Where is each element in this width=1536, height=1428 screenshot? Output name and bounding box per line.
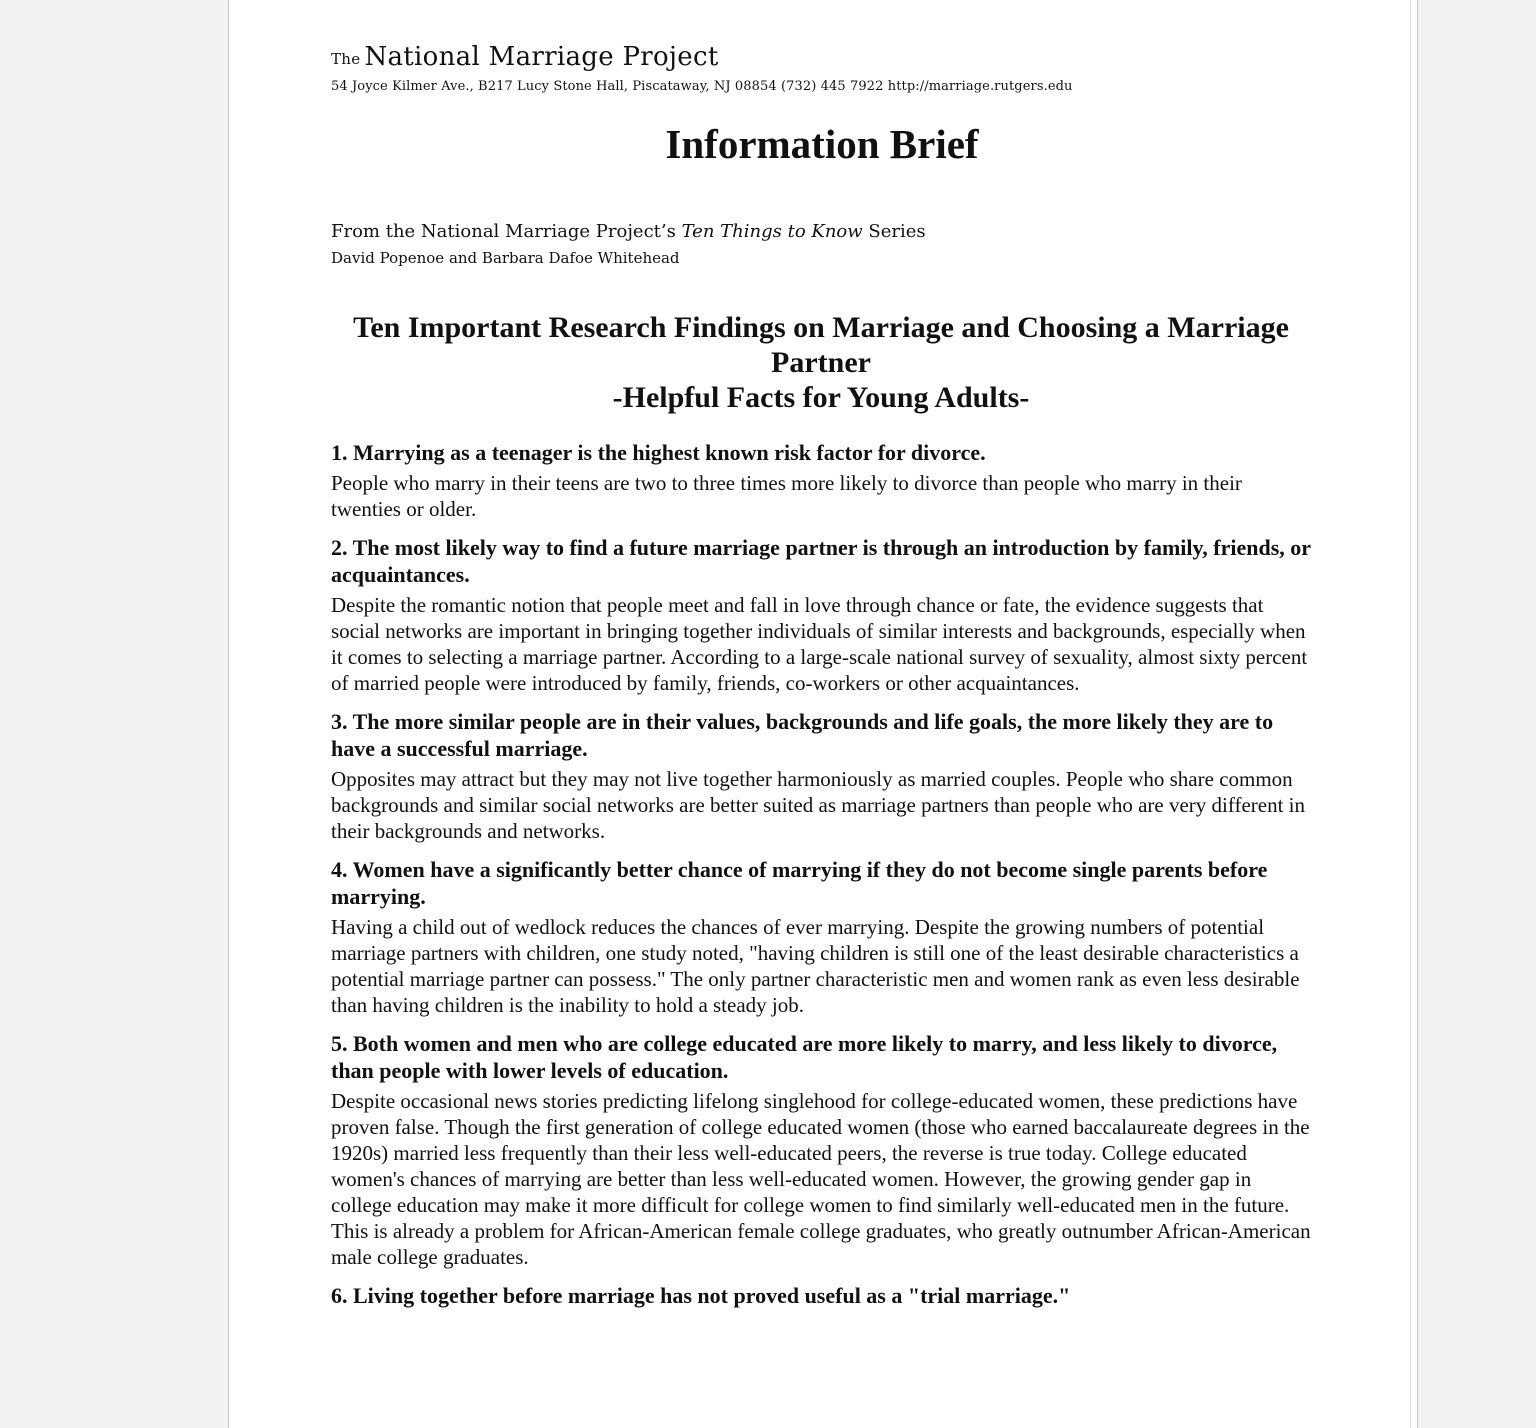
page-content [331,40,1311,1309]
document-page [228,0,1418,1428]
main-title [331,310,1311,415]
masthead-the: The [331,50,361,68]
finding-6 [331,1282,1311,1309]
authors: David Popenoe and Barbara Dafoe Whitehead [331,249,680,267]
finding-body: Despite the romantic notion that people meet and fall in love through chance or fate, the evidence suggests that social networks are important in bringing together individuals of similar interests and backgrounds, especially when it comes to selecting a marriage partner. According to a large-scale national survey of sexuality, almost sixty percent of married people were introduced by family, friends, co-workers or other acquaintances. [331,593,1308,695]
finding-heading: 1. Marrying as a teenager is the highest known risk factor for divorce. [331,440,986,465]
finding-5 [331,1030,1311,1270]
finding-4 [331,856,1311,1018]
series-name: Ten Things to Know [681,221,863,242]
masthead-name: National Marriage Project [364,42,719,72]
series-suffix: Series [862,221,926,242]
finding-heading: 6. Living together before marriage has not proved useful as a "trial marriage." [331,1283,1071,1308]
masthead-address: 54 Joyce Kilmer Ave., B217 Lucy Stone Hall, Piscataway, NJ 08854 (732) 445 7922 http://marriage.rutgers.edu [331,79,1073,94]
series-line [331,220,1311,244]
finding-2 [331,534,1311,696]
finding-body: Having a child out of wedlock reduces the chances of ever marrying. Despite the growing numbers of potential marriage partners with children, one study noted, "having children is still one of the least desirable characteristics a potential marriage partner can possess." The only partner characteristic men and women rank as even less desirable than having children is the inability to hold a steady job. [331,915,1300,1017]
finding-heading: 5. Both women and men who are college educated are more likely to marry, and less likely to divorce, than people with lower levels of education. [331,1031,1278,1083]
series-prefix: From the National Marriage Project’s [331,221,682,242]
finding-body: People who marry in their teens are two to three times more likely to divorce than people who marry in their twenties or older. [331,471,1242,521]
masthead-title [331,40,1311,74]
finding-body: Despite occasional news stories predicting lifelong singlehood for college-educated women, these predictions have proven false. Though the first generation of college educated women (those who earned baccalaureate degrees in the 1920s) married less frequently than their less well-educated peers, the reverse is true today. College educated women's chances of marrying are better than less well-educated women. However, the growing gender gap in college education may make it more difficult for college women to find similarly well-educated men in the future. This is already a problem for African-American female college graduates, who greatly outnumber African-American male college graduates. [331,1089,1311,1269]
finding-heading: 4. Women have a significantly better chance of marrying if they do not become single parents before marrying. [331,857,1268,909]
finding-body: Opposites may attract but they may not live together harmoniously as married couples. People who share common backgrounds and similar social networks are better suited as marriage partners than people who are very different in their backgrounds and networks. [331,767,1306,843]
finding-3 [331,708,1311,844]
finding-heading: 2. The most likely way to find a future marriage partner is through an introduction by family, friends, or acquaintances. [331,535,1311,587]
brief-title: Information Brief [665,121,979,167]
main-title-line1: Ten Important Research Findings on Marriage and Choosing a Marriage [353,311,1289,344]
main-title-line3: -Helpful Facts for Young Adults- [612,381,1030,414]
main-title-line2: Partner [771,346,871,379]
finding-heading: 3. The more similar people are in their values, backgrounds and life goals, the more likely they are to have a successful marriage. [331,709,1274,761]
finding-1 [331,439,1311,522]
page-edge-rule [1410,0,1411,1428]
